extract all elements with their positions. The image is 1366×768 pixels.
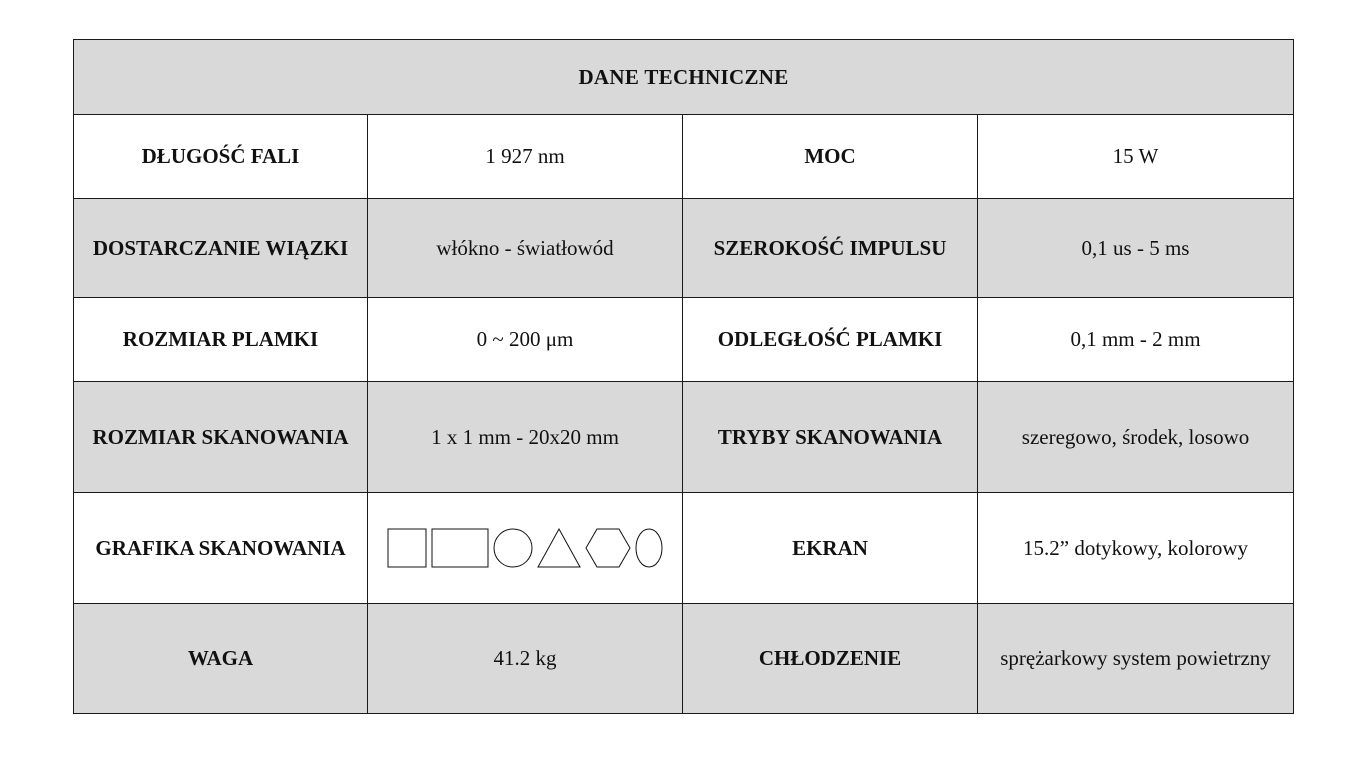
spec-value-scan-graphics xyxy=(368,493,683,604)
spec-label-cooling: CHŁODZENIE xyxy=(683,604,978,714)
spec-value-spot-size: 0 ~ 200 μm xyxy=(368,298,683,382)
ellipse-icon xyxy=(635,528,663,568)
table-row xyxy=(74,604,1294,714)
spec-label-spot-distance: ODLEGŁOŚĆ PLAMKI xyxy=(683,298,978,382)
spec-label-spot-size: ROZMIAR PLAMKI xyxy=(74,298,368,382)
spec-value-cooling: sprężarkowy system powietrzny xyxy=(978,604,1294,714)
spec-value-power: 15 W xyxy=(978,115,1294,199)
scan-shapes xyxy=(374,528,676,568)
spec-value-weight: 41.2 kg xyxy=(368,604,683,714)
table-title: DANE TECHNICZNE xyxy=(74,40,1294,115)
rectangle-icon xyxy=(431,528,489,568)
spec-value-pulse-width: 0,1 us - 5 ms xyxy=(978,199,1294,298)
spec-value-spot-distance: 0,1 mm - 2 mm xyxy=(978,298,1294,382)
spec-label-scan-size: ROZMIAR SKANOWANIA xyxy=(74,382,368,493)
table-header-row xyxy=(74,40,1294,115)
spec-label-wavelength: DŁUGOŚĆ FALI xyxy=(74,115,368,199)
spec-label-weight: WAGA xyxy=(74,604,368,714)
table-row xyxy=(74,493,1294,604)
spec-label-scan-graphics: GRAFIKA SKANOWANIA xyxy=(74,493,368,604)
spec-label-scan-modes: TRYBY SKANOWANIA xyxy=(683,382,978,493)
circle-icon xyxy=(493,528,533,568)
spec-value-wavelength: 1 927 nm xyxy=(368,115,683,199)
spec-value-scan-modes: szeregowo, środek, losowo xyxy=(978,382,1294,493)
technical-specs-table xyxy=(73,39,1294,714)
table-row xyxy=(74,298,1294,382)
spec-value-beam-delivery: włókno - światłowód xyxy=(368,199,683,298)
spec-value-scan-size: 1 x 1 mm - 20x20 mm xyxy=(368,382,683,493)
square-icon xyxy=(387,528,427,568)
table-row xyxy=(74,115,1294,199)
spec-label-beam-delivery: DOSTARCZANIE WIĄZKI xyxy=(74,199,368,298)
table-row xyxy=(74,199,1294,298)
table-row xyxy=(74,382,1294,493)
hexagon-icon xyxy=(585,528,631,568)
spec-value-screen: 15.2” dotykowy, kolorowy xyxy=(978,493,1294,604)
spec-label-power: MOC xyxy=(683,115,978,199)
spec-label-screen: EKRAN xyxy=(683,493,978,604)
triangle-icon xyxy=(537,528,581,568)
spec-label-pulse-width: SZEROKOŚĆ IMPULSU xyxy=(683,199,978,298)
